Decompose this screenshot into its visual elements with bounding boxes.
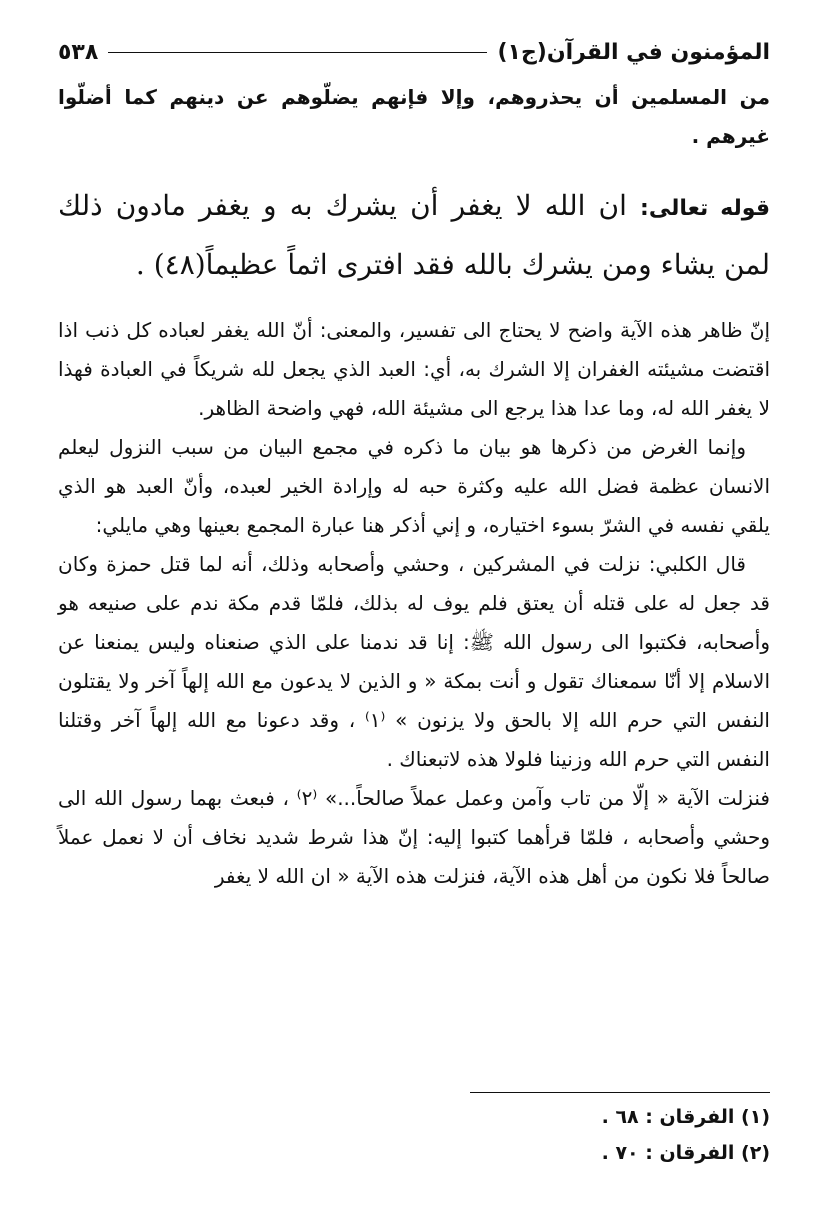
intro-line: من المسلمين أن يحذروهم، وإلا فإنهم يضلّوهم عن دينهم كما أضلّوا غيرهم . <box>58 85 770 148</box>
footnote-rule <box>470 1092 770 1093</box>
header-rule <box>108 52 487 53</box>
footnote-2: (٢) الفرقان : ٧٠ . <box>601 1142 770 1164</box>
footnotes <box>58 1092 770 1171</box>
verse-text: ان الله لا يغفر أن يشرك به و يغفر مادون ذلك لمن يشاء ومن يشرك بالله فقد افترى اثماً عظيماً(٤٨) . <box>58 189 770 281</box>
paragraph-2: وإنما الغرض من ذكرها هو بيان ما ذكره في مجمع البيان من سبب النزول ليعلم الانسان عظمة فضل الله عليه وكثرة حبه له وإرادة الخير لعبده، وأنّ العبد هو الذي يلقي نفسه في الشرّ بسوء اختياره، و إني أذكر هنا عبارة المجمع بعينها وهي مايلي: <box>58 435 770 537</box>
verse-lead: قوله تعالى: <box>640 196 770 221</box>
footnote-1: (١) الفرقان : ٦٨ . <box>601 1106 770 1128</box>
quran-verse <box>58 178 770 293</box>
paragraph-3: قال الكلبي: نزلت في المشركين ، وحشي وأصحابه وذلك، أنه لما قتل حمزة وكان قد جعل له على قتله أن يعتق فلم يوف له بذلك، فلمّا قدم مكة ندم على صنيعه هو وأصحابه، فكتبوا الى رسول الله ﷺ: إنا قد ندمنا على الذي صنعناه وليس يمنعنا عن الاسلام إلا أنّا سمعناك تقول و أنت بمكة « و الذين لا يدعون مع الله إلهاً آخر ولا يقتلون النفس التي حرم الله إلا بالحق ولا يزنون » ⁽١⁾ ، وقد دعونا مع الله إلهاً آخر وقتلنا النفس التي حرم الله وزنينا فلولا هذه لاتبعناك . <box>58 552 770 771</box>
paragraph-1: إنّ ظاهر هذه الآية واضح لا يحتاج الى تفسير، والمعنى: أنّ الله يغفر لعباده كل ذنب اذا اقتضت مشيئته الغفران إلا الشرك به، أي: العبد الذي يجعل لله شريكاً في العبادة فهذا لا يغفر الله له، وما عدا هذا يرجع الى مشيئة الله، فهي واضحة الظاهر. <box>58 318 770 420</box>
book-page <box>58 30 770 1200</box>
page-number: ٥٣٨ <box>58 39 99 65</box>
running-title: المؤمنون في القرآن(ج١) <box>497 39 770 65</box>
paragraph-4: فنزلت الآية « إلّا من تاب وآمن وعمل عملاً صالحاً...» ⁽٢⁾ ، فبعث بهما رسول الله الى وحشي وأصحابه ، فلمّا قرأهما كتبوا إليه: إنّ هذا شرط شديد نخاف أن لا نعمل عملاً صالحاً فلا نكون من أهل هذه الآية، فنزلت هذه الآية « ان الله لا يغفر <box>58 786 770 888</box>
page-header <box>58 30 770 74</box>
